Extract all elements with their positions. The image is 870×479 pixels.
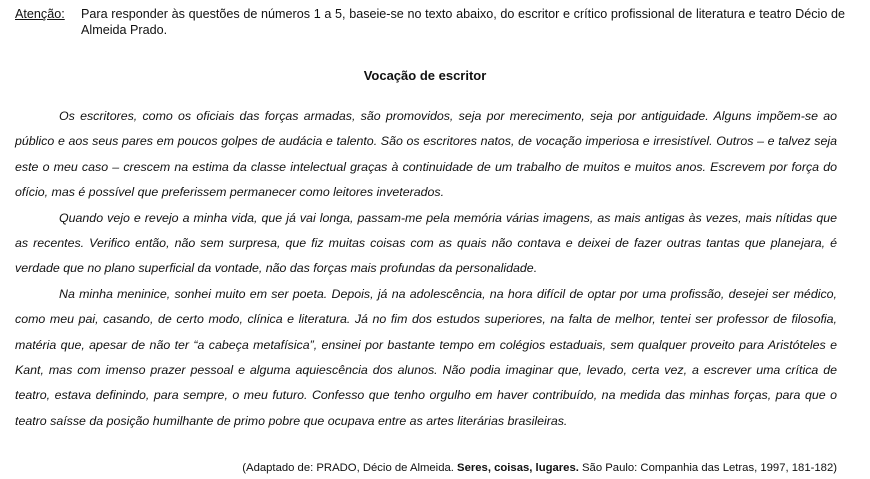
text-body <box>15 104 837 434</box>
source-suffix: São Paulo: Companhia das Letras, 1997, 181-182) <box>578 462 837 474</box>
attention-note <box>15 6 845 38</box>
paragraph-1: Os escritores, como os oficiais das forças armadas, são promovidos, seja por merecimento, seja por antiguidade. Alguns impõem-se ao público e aos seus pares em poucos golpes de audácia e talento. São os escritores natos, de vocação imperiosa e irresistível. Outros – e talvez seja este o meu caso – crescem na estima da classe intelectual graças à continuidade de um trabalho de muitos e muitos anos. Escrevem por força do ofício, mas é possível que preferissem permanecer como leitores inveterados. <box>15 109 837 200</box>
source-book-title: Seres, coisas, lugares. <box>457 462 579 474</box>
paragraph-2: Quando vejo e revejo a minha vida, que já vai longa, passam-me pela memória várias imagens, as mais antigas às vezes, mais nítidas que as recentes. Verifico então, não sem surpresa, que fiz muitas coisas com as quais não contava e deixei de fazer outras tantas que planejara, é verdade que no plano superficial da vontade, não das forças mais profundas da personalidade. <box>15 210 837 276</box>
source-prefix: (Adaptado de: PRADO, Décio de Almeida. <box>242 462 458 474</box>
attention-text: Para responder às questões de números 1 a 5, baseie-se no texto abaixo, do escritor e crítico profissional de literatura e teatro Décio de Almeida Prado. <box>81 7 845 37</box>
paragraph-3: Na minha meninice, sonhei muito em ser poeta. Depois, já na adolescência, na hora difícil de optar por uma profissão, desejei ser médico, como meu pai, casando, de certo modo, clínica e literatura. Já no fim dos estudos superiores, na falta de melhor, tentei ser professor de filosofia, matéria que, apesar de não ter “a cabeça metafísica”, ensinei por bastante tempo em colégios estaduais, sem qualquer proveito para Aristóteles e Kant, mas com imenso prazer pessoal e alguma aquiescência dos alunos. Não podia imaginar que, levado, certa vez, a escrever uma crítica de teatro, estava definindo, para sempre, o meu futuro. Confesso que tenho orgulho em haver contribuído, na medida das minhas forças, para que o teatro saísse da posição humilhante de primo pobre que ocupava entre as artes literárias brasileiras. <box>15 286 837 428</box>
text-title: Vocação de escritor <box>363 68 487 83</box>
source-citation <box>242 461 837 475</box>
attention-label: Atenção: <box>15 7 65 21</box>
